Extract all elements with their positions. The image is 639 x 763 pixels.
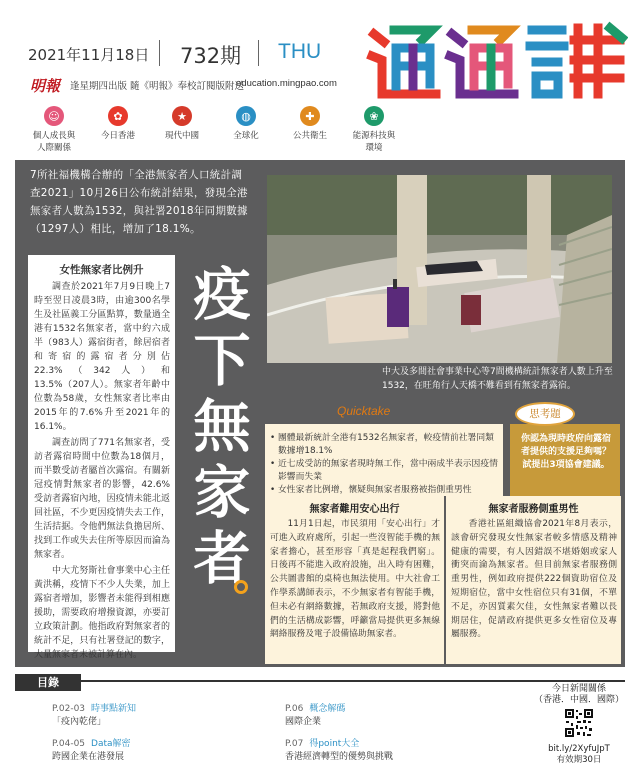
- photo-caption: 中大及多間社會事業中心等7間機構統計無家者人數上升至1532，在旺角行人天橋不難看到有無家者露宿。: [382, 367, 613, 391]
- quicktake-item: • 團體最新統計全港有1532名無家者，較疫情前社署同類數據增18.1%: [270, 432, 502, 458]
- quicktake-list: [270, 432, 502, 497]
- china-icon: ★: [172, 106, 192, 126]
- category-label: 個人成長與 人際關係: [32, 131, 76, 153]
- column-title: 無家者服務側重男性: [488, 504, 579, 515]
- column-title: 無家者難用安心出行: [309, 504, 400, 515]
- contents-desc: 國際企業: [285, 717, 322, 727]
- qr-validity: 有效期30日: [556, 755, 602, 763]
- category-label: 公共衛生: [292, 131, 327, 141]
- qr-title-line: 今日新聞關係 （香港．中國．國際）: [533, 684, 624, 705]
- publisher-note: 逢星期四出版 隨《明報》奉校訂閱版附送: [70, 81, 245, 92]
- column-paragraph: 香港社區組織協會2021年8月表示，該會研究發現女性無家者較多情感及精神健康的需要，有人因錯誤不堪婚姻或家人衝突而淪為無家者。但目前無家者服務側重男性，例如政府提供222個資助宿位及短期宿位，當中女性宿位只有31個，不單不足，亦因質素欠佳，女性無家者難以長期居住，促請政府提供更多女性宿位及專屬服務。: [451, 519, 617, 640]
- contents-desc: 「疫內乾佬」: [52, 717, 107, 727]
- publisher-website[interactable]: education.mingpao.com: [236, 78, 337, 89]
- contents-item[interactable]: [52, 738, 131, 763]
- category-bar: [22, 106, 406, 154]
- masthead-logo: [366, 20, 628, 102]
- contents-page: P.06: [285, 704, 304, 714]
- contents-item[interactable]: [285, 703, 345, 729]
- globe-icon: ◍: [236, 106, 256, 126]
- column-text: [451, 518, 617, 642]
- header-divider: [258, 40, 259, 66]
- category-label: 今日香港: [100, 131, 135, 141]
- contents-page: P.02-03: [52, 704, 86, 714]
- contents-section: 得point大全: [309, 739, 360, 749]
- qr-code-icon[interactable]: [564, 708, 594, 738]
- sidebar-body: [34, 280, 170, 664]
- sidebar-paragraph: 調查於2021年7月9日晚上7時至翌日凌晨3時，由逾300名學生及社區義工分區點算，數量過全港有1532名無家者，當中約六成半（983人）露宿街者，餘居宿者和寄宿的露宿者分別佔22.3%（342人）和13.5%（207人）。無家者年齡中位數為58歲，女性無家者比率由2015年的7.6%升至2021年的16.1%。: [34, 282, 170, 432]
- category-hong-kong[interactable]: [86, 106, 150, 154]
- contents-section: 時事點新知: [91, 704, 137, 714]
- sidebar-paragraph: 中大尤努斯社會事業中心主任黃洪稱，疫情下不少人失業，加上露宿者增加，影響者未能得到相應援助，需要政府增撥資源，亦要訂立政策計劃。他指政府對無家者的統計不足，只有社署登記的數字，大量無家者未被計算在內。: [34, 566, 170, 660]
- publisher-logo: 明報: [30, 77, 61, 95]
- column-paragraph: 11月1日起，市民須用「安心出行」才可進入政府處所，引起一些沒智能手機的無家者擔心，甚至形容「真是起程我們窮」。日後再不能進入政府設施，出入時有困難，公共圖書館的桌椅也無法使用。中大社會工作學系講師表示，不少無家者有智能手機，但未必有網絡數據，若無政府支援，將對他們的生活構成影響，呼籲當局提供更多無線網絡服務及電子設備協助無家者。: [270, 519, 440, 640]
- weekday: THU: [278, 40, 322, 63]
- hong-kong-icon: ✿: [108, 106, 128, 126]
- category-label: 現代中國: [164, 131, 199, 141]
- contents-item[interactable]: [52, 703, 136, 729]
- contents-page: P.07: [285, 739, 304, 749]
- category-label: 能源科技與 環境: [352, 131, 396, 153]
- category-health[interactable]: [278, 106, 342, 154]
- sidebar-title: 女性無家者比例升: [59, 264, 144, 276]
- contents-item[interactable]: [285, 738, 393, 763]
- header-divider: [159, 40, 160, 66]
- sidebar-paragraph: 調查訪問了771名無家者，受訪者露宿時間中位數為18個月，而半數受訪者屬首次露宿。有關新冠疫情對無家者的影響，42.6%受訪者露宿內地，因疫情未能北返回社區，不少更因疫情失去工作，生活拮据。令他們無法負擔居所、找到工作或失去住所等原因而淪為無家者。: [34, 438, 170, 560]
- quicktake-label: Quicktake: [337, 404, 391, 418]
- person-icon: ☺: [44, 106, 64, 126]
- contents-page: P.04-05: [52, 739, 86, 749]
- think-heading: 思考題: [515, 402, 575, 426]
- category-energy[interactable]: [342, 106, 406, 154]
- contents-desc: 跨國企業在港發展: [52, 752, 125, 762]
- qr-title: [532, 684, 626, 706]
- energy-icon: ❀: [364, 106, 384, 126]
- main-title: 疫下無家者: [193, 261, 251, 592]
- contents-label: 目錄: [15, 674, 81, 691]
- qr-panel: [532, 684, 626, 763]
- category-label: 全球化: [233, 131, 259, 141]
- intro-text: 7所社福機構合辦的「全港無家者人口統計調查2021」10月26日公布統計結果，發現全港無家者人數為1532，與社署2018年同期數據（1297人）相比，增加了18.1%。: [30, 169, 248, 235]
- category-person[interactable]: [22, 106, 86, 154]
- issue-number: 732期: [180, 44, 242, 68]
- title-dot-decoration: [234, 580, 248, 594]
- category-china[interactable]: [150, 106, 214, 154]
- contents-divider: [15, 680, 625, 682]
- category-globe[interactable]: [214, 106, 278, 154]
- think-question: 你認為現時政府向露宿者提供的支援足夠嗎？試提出3項協會建議。: [520, 434, 611, 470]
- contents-section: Data解密: [91, 739, 131, 749]
- contents-section: 概念解碼: [309, 704, 346, 714]
- quicktake-item: • 女性家者比例增，懷疑與無家者服務被指側重男性: [270, 484, 502, 497]
- masthead-text: 通識: [366, 20, 368, 21]
- quicktake-item: • 近七成受訪的無家者現時無工作，當中兩成半表示因疫情影響而失業: [270, 458, 502, 484]
- issue-date: 2021年11月18日: [28, 46, 150, 64]
- contents-desc: 香港經濟轉型的優勢與挑戰: [285, 752, 394, 762]
- health-icon: ✚: [300, 106, 320, 126]
- feature-photo: [267, 175, 612, 363]
- column-text: [270, 518, 440, 642]
- qr-url[interactable]: bit.ly/2XyfuJpT: [548, 744, 610, 754]
